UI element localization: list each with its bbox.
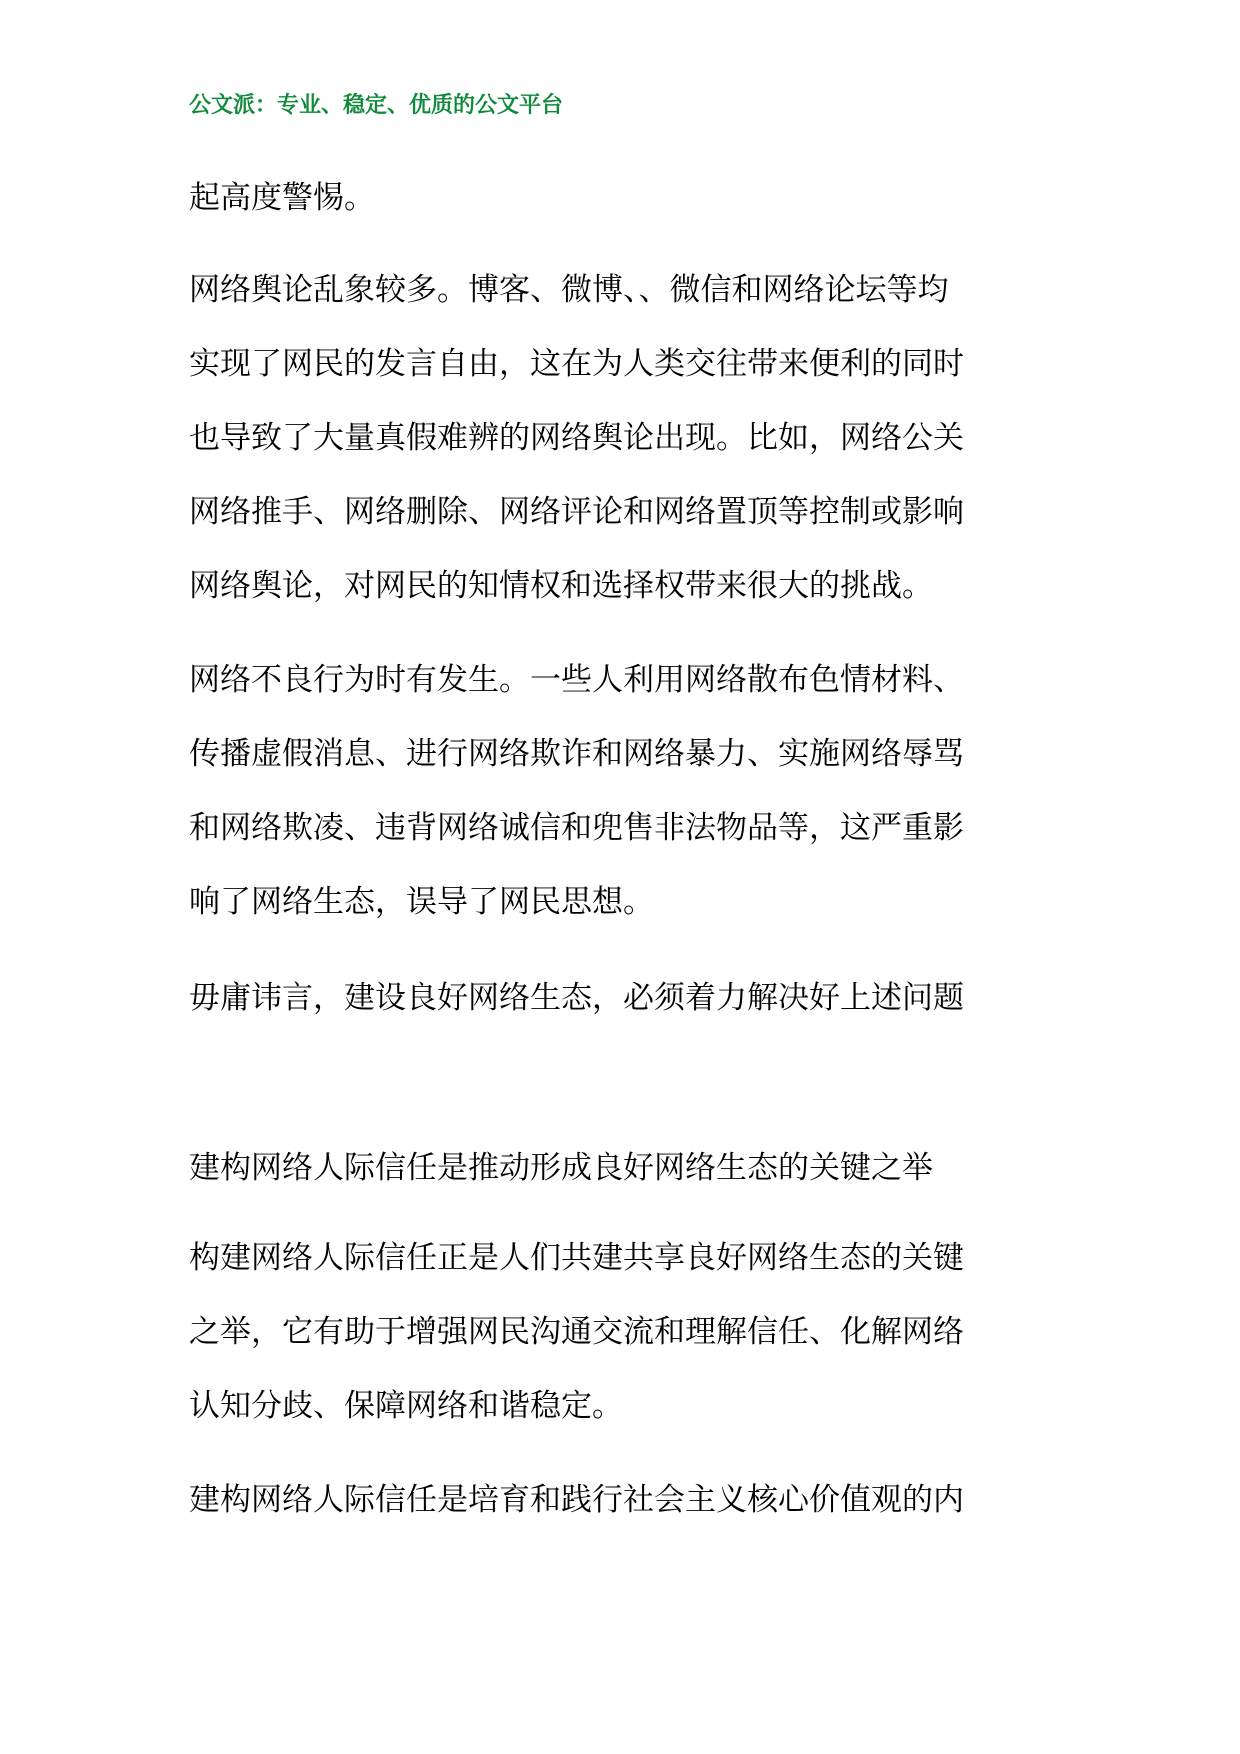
paragraph-conclusion <box>189 961 1065 1035</box>
paragraph-bad-behavior <box>189 643 1065 939</box>
text-line: 毋庸讳言，建设良好网络生态，必须着力解决好上述问题 <box>189 980 964 1016</box>
text-line: 建构网络人际信任是培育和践行社会主义核心价值观的内 <box>189 1482 964 1518</box>
text-line: 网络舆论，对网民的知情权和选择权带来很大的挑战。 <box>189 568 933 604</box>
text-line: 网络不良行为时有发生。一些人利用网络散布色情材料、 <box>189 662 964 698</box>
section-heading <box>189 1131 1065 1205</box>
site-banner: 公文派：专业、稳定、优质的公文平台 <box>189 93 564 118</box>
text-line: 构建网络人际信任正是人们共建共享良好网络生态的关键 <box>189 1240 964 1276</box>
text-line: 认知分歧、保障网络和谐稳定。 <box>189 1388 623 1424</box>
text-line: 也导致了大量真假难辨的网络舆论出现。比如，网络公关 <box>189 420 964 456</box>
text-line: 和网络欺凌、违背网络诚信和兜售非法物品等，这严重影 <box>189 810 964 846</box>
paragraph-opinion-chaos <box>189 253 1065 623</box>
paragraph-continuation <box>189 161 1065 235</box>
text-line: 网络舆论乱象较多。博客、微博、、微信和网络论坛等均 <box>189 272 949 308</box>
text-line: 建构网络人际信任是推动形成良好网络生态的关键之举 <box>189 1150 933 1186</box>
text-line: 响了网络生态，误导了网民思想。 <box>189 884 654 920</box>
text-line: 起高度警惕。 <box>189 180 375 216</box>
paragraph-core-values <box>189 1463 1065 1537</box>
text-line: 实现了网民的发言自由，这在为人类交往带来便利的同时 <box>189 346 964 382</box>
text-line: 之举，它有助于增强网民沟通交流和理解信任、化解网络 <box>189 1314 964 1350</box>
paragraph-trust-key <box>189 1221 1065 1443</box>
text-line: 网络推手、网络删除、网络评论和网络置顶等控制或影响 <box>189 494 964 530</box>
text-line: 传播虚假消息、进行网络欺诈和网络暴力、实施网络辱骂 <box>189 736 964 772</box>
